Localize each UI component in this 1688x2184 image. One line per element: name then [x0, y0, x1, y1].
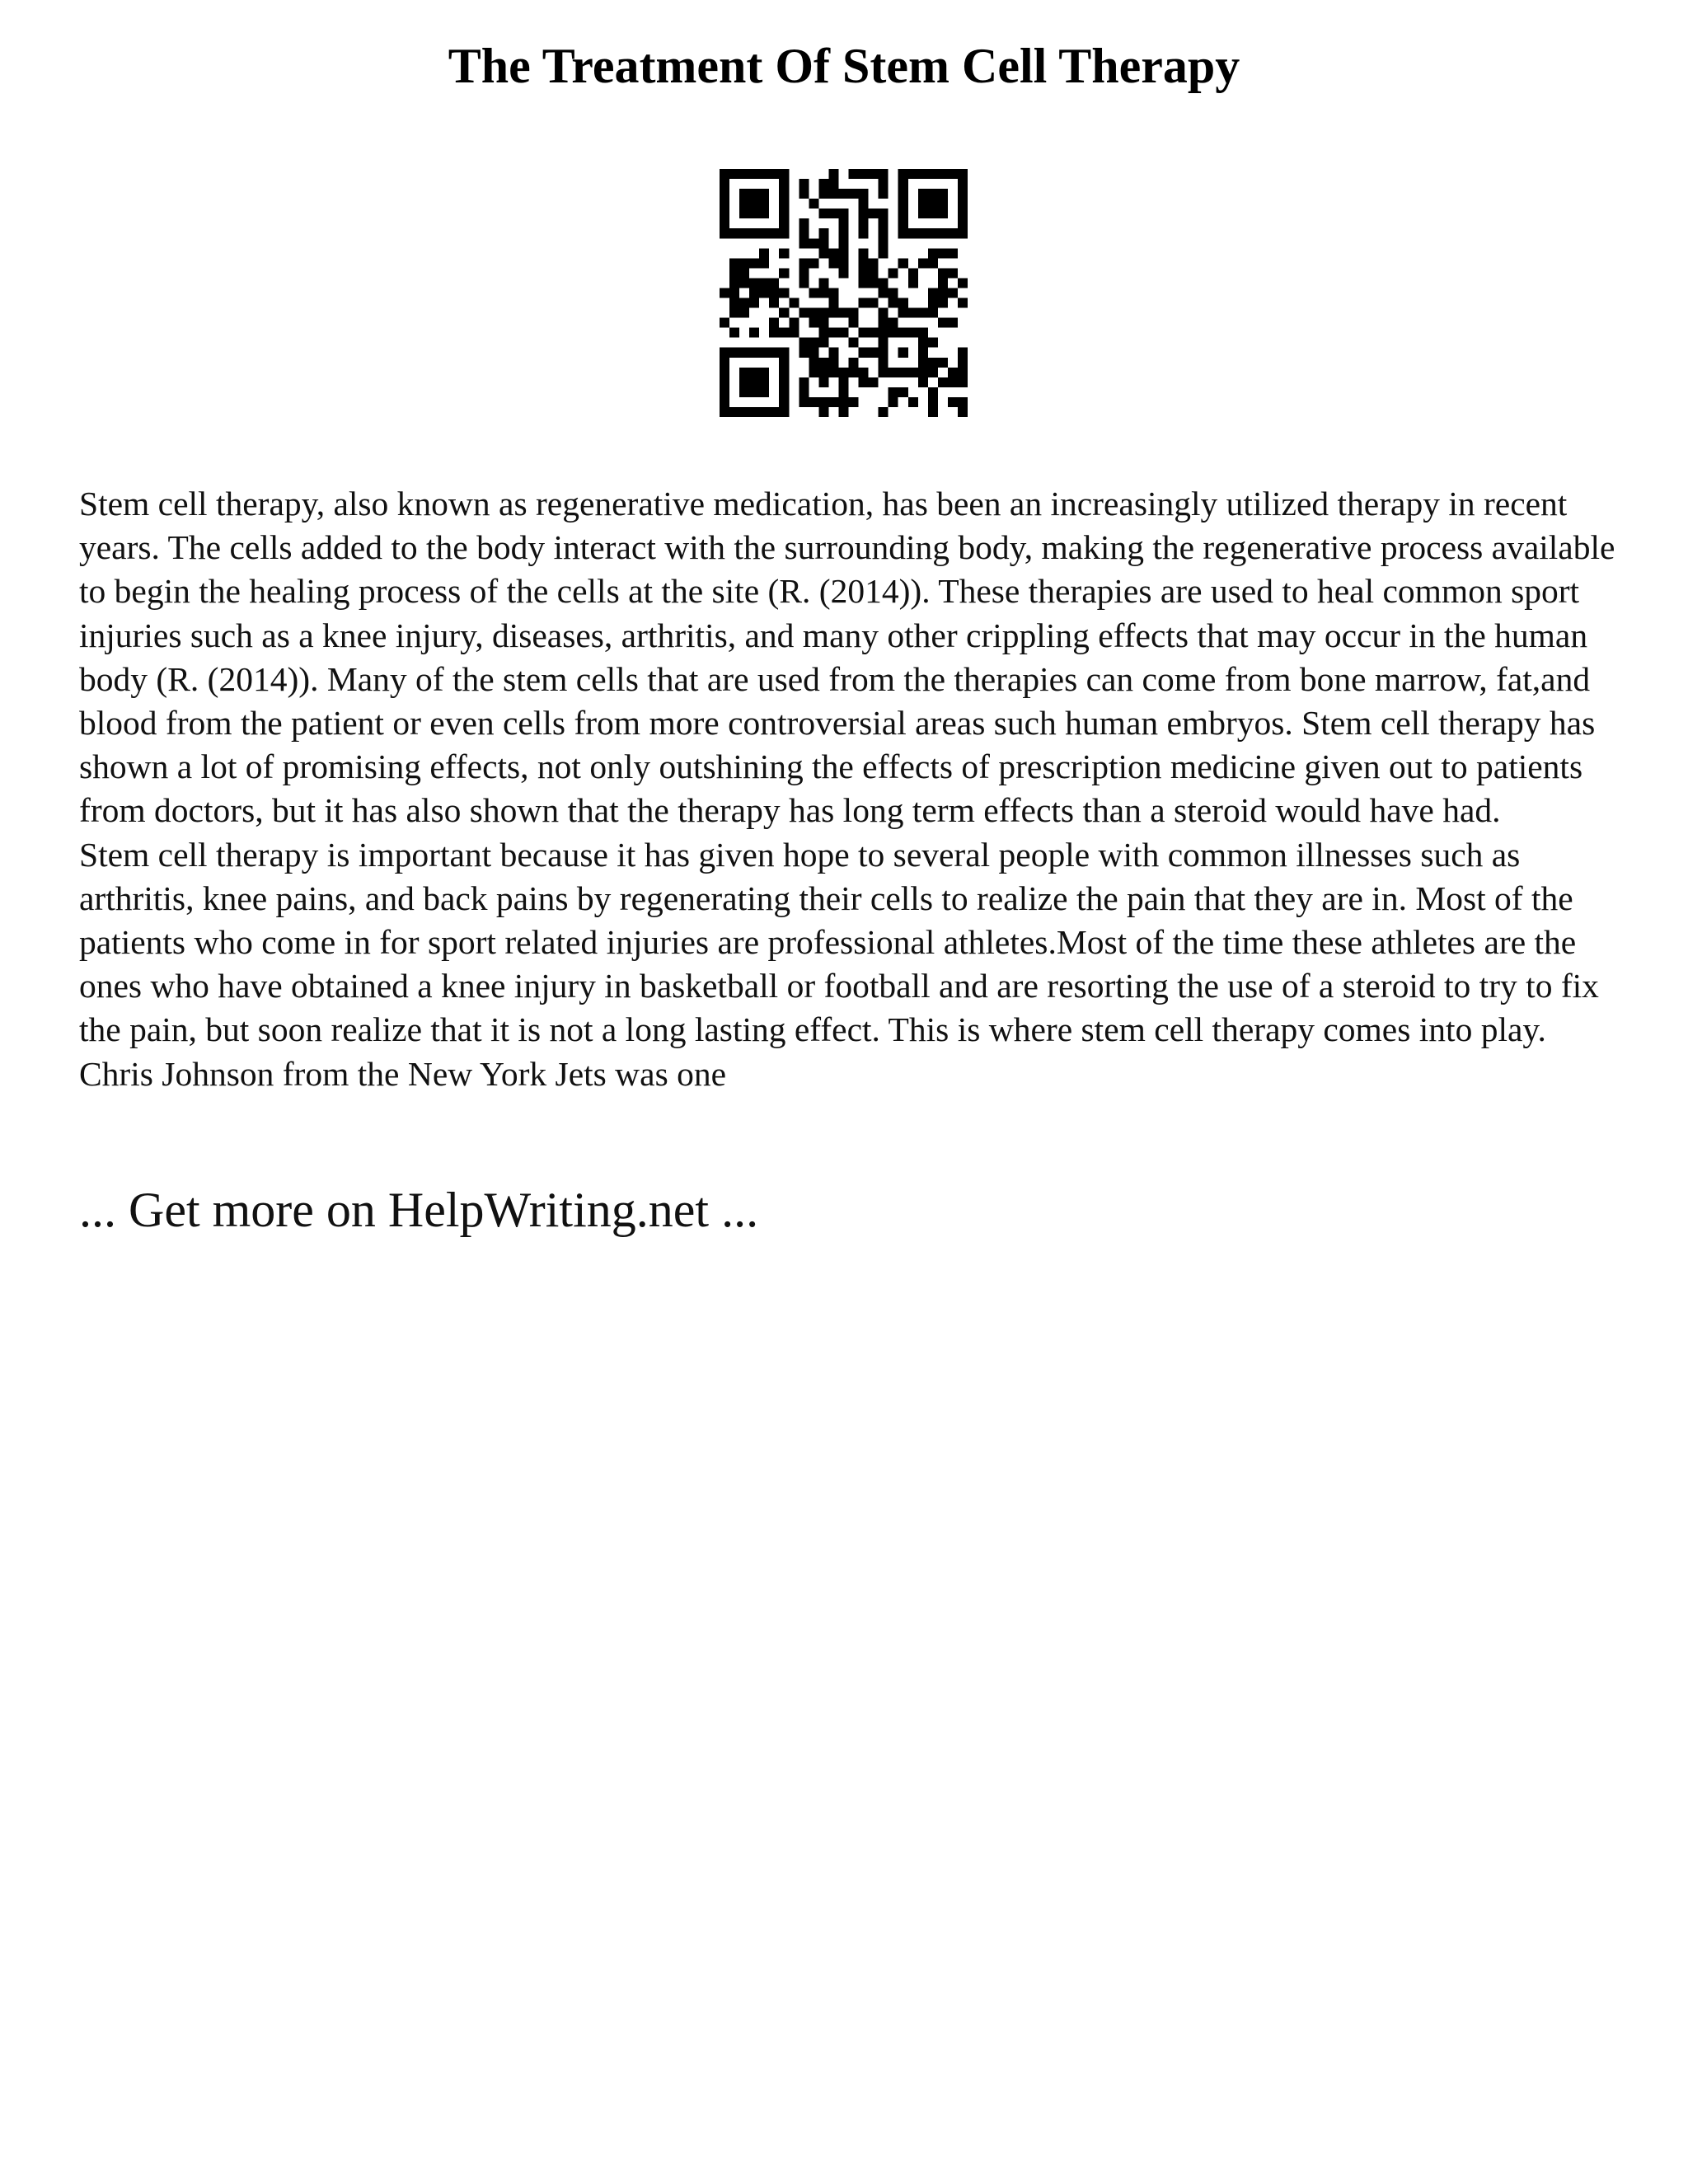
qr-module: [809, 199, 818, 209]
qr-module: [799, 348, 809, 358]
qr-module: [879, 278, 889, 288]
qr-module: [789, 298, 799, 308]
qr-module: [759, 278, 769, 288]
qr-module: [859, 209, 869, 218]
qr-module: [779, 248, 789, 258]
qr-module: [859, 268, 869, 278]
qr-module: [879, 169, 889, 179]
qr-module: [879, 308, 889, 318]
qr-module: [849, 368, 859, 377]
qr-module: [948, 368, 958, 377]
qr-module: [859, 189, 869, 199]
qr-module: [838, 209, 848, 218]
qr-module: [799, 258, 809, 268]
qr-module: [828, 288, 838, 298]
qr-module: [799, 189, 809, 199]
qr-module: [809, 338, 818, 348]
qr-module: [849, 338, 859, 348]
qr-module: [879, 218, 889, 228]
qr-module: [799, 228, 809, 238]
qr-module: [869, 328, 879, 338]
qr-module: [818, 238, 828, 248]
qr-module: [739, 298, 749, 308]
qr-module: [818, 358, 828, 368]
qr-module: [928, 368, 938, 377]
qr-module: [809, 258, 818, 268]
get-more-link[interactable]: ... Get more on HelpWriting.net ...: [79, 1183, 759, 1237]
qr-module: [779, 328, 789, 338]
qr-module: [828, 397, 838, 407]
qr-module: [769, 278, 779, 288]
qr-module: [859, 298, 869, 308]
qr-module: [809, 368, 818, 377]
body-paragraph-1: Stem cell therapy, also known as regenerative medication, has been an increasingly utilized therapy in recent years. The cells added to the body interact with the surrounding body, making the regenerative process available to begin the healing process of the cells at the site (R. (2014)). These therapies are used to heal common sport injuries such as a knee injury, diseases, arthritis, and many other crippling effects that may occur in the human body (R. (2014)). Many of the stem cells that are used from the therapies can come from bone marrow, fat,and blood from the patient or even cells from more controversial areas such human embryos. Stem cell therapy has shown a lot of promising effects, not only outshining the effects of prescription medicine given out to patients from doctors, but it has also shown that the therapy has long term effects than a steroid would have had.: [79, 485, 1615, 830]
qr-module: [859, 258, 869, 268]
qr-module: [889, 298, 898, 308]
qr-module: [828, 169, 838, 179]
qr-module: [859, 377, 869, 387]
qr-module: [958, 298, 968, 308]
qr-module: [879, 228, 889, 238]
qr-module: [799, 238, 809, 248]
qr-module: [729, 298, 739, 308]
qr-module: [948, 248, 958, 258]
qr-module: [818, 318, 828, 328]
qr-module: [869, 348, 879, 358]
qr-module: [828, 308, 838, 318]
qr-module: [809, 288, 818, 298]
qr-module: [879, 248, 889, 258]
qr-module: [928, 288, 938, 298]
qr-module: [818, 328, 828, 338]
qr-module: [828, 179, 838, 189]
qr-module: [828, 258, 838, 268]
qr-module: [838, 328, 848, 338]
qr-module: [869, 209, 879, 218]
qr-module: [799, 308, 809, 318]
qr-module: [948, 318, 958, 328]
qr-module: [908, 268, 918, 278]
qr-code-icon: [720, 169, 968, 417]
qr-module: [809, 308, 818, 318]
qr-module: [799, 268, 809, 278]
qr-module: [838, 407, 848, 417]
qr-module: [898, 298, 908, 308]
qr-module: [739, 308, 749, 318]
document-body: [79, 482, 1629, 1096]
qr-module: [938, 318, 948, 328]
qr-module: [859, 328, 869, 338]
qr-module: [938, 248, 948, 258]
qr-module: [918, 377, 928, 387]
qr-module: [818, 397, 828, 407]
qr-module: [818, 288, 828, 298]
qr-module: [809, 358, 818, 368]
qr-module: [828, 209, 838, 218]
qr-module: [809, 318, 818, 328]
qr-module: [849, 318, 859, 328]
qr-module: [928, 397, 938, 407]
qr-module: [879, 318, 889, 328]
qr-module: [879, 209, 889, 218]
qr-module: [948, 397, 958, 407]
qr-module: [859, 278, 869, 288]
qr-module: [799, 338, 809, 348]
qr-module: [859, 199, 869, 209]
qr-module: [938, 278, 948, 288]
qr-module: [928, 298, 938, 308]
qr-module: [838, 368, 848, 377]
qr-module: [938, 358, 948, 368]
qr-module: [729, 328, 739, 338]
qr-module: [769, 288, 779, 298]
qr-module: [720, 318, 729, 328]
qr-module: [769, 318, 779, 328]
qr-module: [720, 288, 729, 298]
qr-module: [879, 189, 889, 199]
qr-module: [869, 377, 879, 387]
qr-module: [958, 278, 968, 288]
qr-module: [759, 258, 769, 268]
qr-module: [739, 268, 749, 278]
qr-module: [828, 358, 838, 368]
qr-module: [749, 328, 759, 338]
qr-module: [938, 298, 948, 308]
qr-module: [859, 218, 869, 228]
qr-module: [729, 288, 739, 298]
qr-module: [739, 258, 749, 268]
qr-module: [799, 218, 809, 228]
qr-module: [889, 288, 898, 298]
qr-module: [898, 308, 908, 318]
qr-module: [879, 407, 889, 417]
qr-module: [869, 278, 879, 288]
qr-module: [958, 348, 968, 358]
qr-module: [918, 308, 928, 318]
qr-module: [849, 189, 859, 199]
qr-module: [958, 397, 968, 407]
qr-module: [859, 368, 869, 377]
qr-module: [849, 397, 859, 407]
qr-module: [928, 308, 938, 318]
qr-module: [818, 407, 828, 417]
qr-module: [759, 248, 769, 258]
qr-module: [869, 298, 879, 308]
qr-module: [879, 238, 889, 248]
qr-module: [849, 169, 859, 179]
qr-module: [818, 377, 828, 387]
qr-module: [908, 397, 918, 407]
qr-module: [838, 268, 848, 278]
qr-module: [859, 169, 869, 179]
qr-module: [789, 328, 799, 338]
qr-module: [769, 298, 779, 308]
qr-module: [958, 377, 968, 387]
qr-module: [739, 278, 749, 288]
qr-module: [818, 308, 828, 318]
qr-module: [828, 348, 838, 358]
qr-module: [799, 387, 809, 397]
qr-module: [838, 248, 848, 258]
qr-module: [869, 268, 879, 278]
qr-module: [799, 377, 809, 387]
qr-module: [928, 258, 938, 268]
qr-module: [938, 288, 948, 298]
qr-module: [749, 298, 759, 308]
qr-module: [948, 268, 958, 278]
body-paragraph-2: Stem cell therapy is important because it has given hope to several people with common illnesses such as arthritis, knee pains, and back pains by regenerating their cells to realize the pain that they are in. Most of the patients who come in for sport related injuries are professional athletes.Most of the time these athletes are the ones who have obtained a knee injury in basketball or football and are resorting the use of a steroid to try to fix the pain, but soon realize that it is not a long lasting effect. This is where stem cell therapy comes into play. Chris Johnson from the New York Jets was one: [79, 835, 1599, 1093]
qr-module: [938, 377, 948, 387]
qr-module: [838, 397, 848, 407]
qr-module: [828, 189, 838, 199]
qr-module: [749, 258, 759, 268]
qr-module: [859, 248, 869, 258]
qr-module: [818, 278, 828, 288]
qr-module: [828, 248, 838, 258]
qr-module: [849, 308, 859, 318]
qr-module: [958, 407, 968, 417]
qr-module: [869, 258, 879, 268]
qr-module: [928, 338, 938, 348]
qr-module: [889, 268, 898, 278]
qr-module: [859, 228, 869, 238]
qr-module: [838, 228, 848, 238]
qr-module: [958, 358, 968, 368]
qr-module: [749, 288, 759, 298]
qr-module: [898, 387, 908, 397]
qr-module: [729, 278, 739, 288]
qr-module: [859, 348, 869, 358]
qr-module: [828, 368, 838, 377]
qr-module: [729, 308, 739, 318]
qr-module: [928, 387, 938, 397]
qr-module: [799, 397, 809, 407]
qr-module: [889, 318, 898, 328]
qr-module: [818, 248, 828, 258]
qr-module: [948, 288, 958, 298]
qr-module: [729, 268, 739, 278]
qr-module: [849, 358, 859, 368]
qr-code-graphic: [720, 169, 968, 417]
qr-module: [818, 228, 828, 238]
qr-module: [838, 258, 848, 268]
qr-module: [799, 278, 809, 288]
qr-module: [889, 397, 898, 407]
qr-module: [948, 377, 958, 387]
qr-module: [828, 328, 838, 338]
qr-module: [779, 288, 789, 298]
qr-module: [928, 358, 938, 368]
qr-module: [809, 348, 818, 358]
qr-module: [749, 278, 759, 288]
qr-module: [938, 268, 948, 278]
qr-module: [889, 387, 898, 397]
qr-module: [838, 218, 848, 228]
qr-module: [918, 258, 928, 268]
qr-module: [879, 179, 889, 189]
qr-module: [869, 169, 879, 179]
qr-module: [799, 179, 809, 189]
qr-module: [818, 368, 828, 377]
qr-module: [809, 397, 818, 407]
qr-module: [818, 209, 828, 218]
qr-module: [779, 268, 789, 278]
document-title: The Treatment Of Stem Cell Therapy: [448, 39, 1240, 93]
qr-module: [928, 407, 938, 417]
qr-module: [828, 298, 838, 308]
qr-module: [898, 258, 908, 268]
qr-module: [958, 368, 968, 377]
qr-module: [838, 238, 848, 248]
qr-module: [759, 288, 769, 298]
qr-module: [879, 288, 889, 298]
qr-module: [818, 338, 828, 348]
qr-module: [729, 258, 739, 268]
qr-module: [769, 328, 779, 338]
qr-module: [838, 387, 848, 397]
qr-module: [789, 318, 799, 328]
qr-module: [908, 308, 918, 318]
qr-module: [838, 308, 848, 318]
qr-module: [818, 189, 828, 199]
qr-module: [838, 377, 848, 387]
qr-module: [928, 248, 938, 258]
qr-module: [908, 278, 918, 288]
qr-module: [809, 238, 818, 248]
qr-module: [838, 189, 848, 199]
qr-module: [818, 179, 828, 189]
qr-module: [779, 308, 789, 318]
